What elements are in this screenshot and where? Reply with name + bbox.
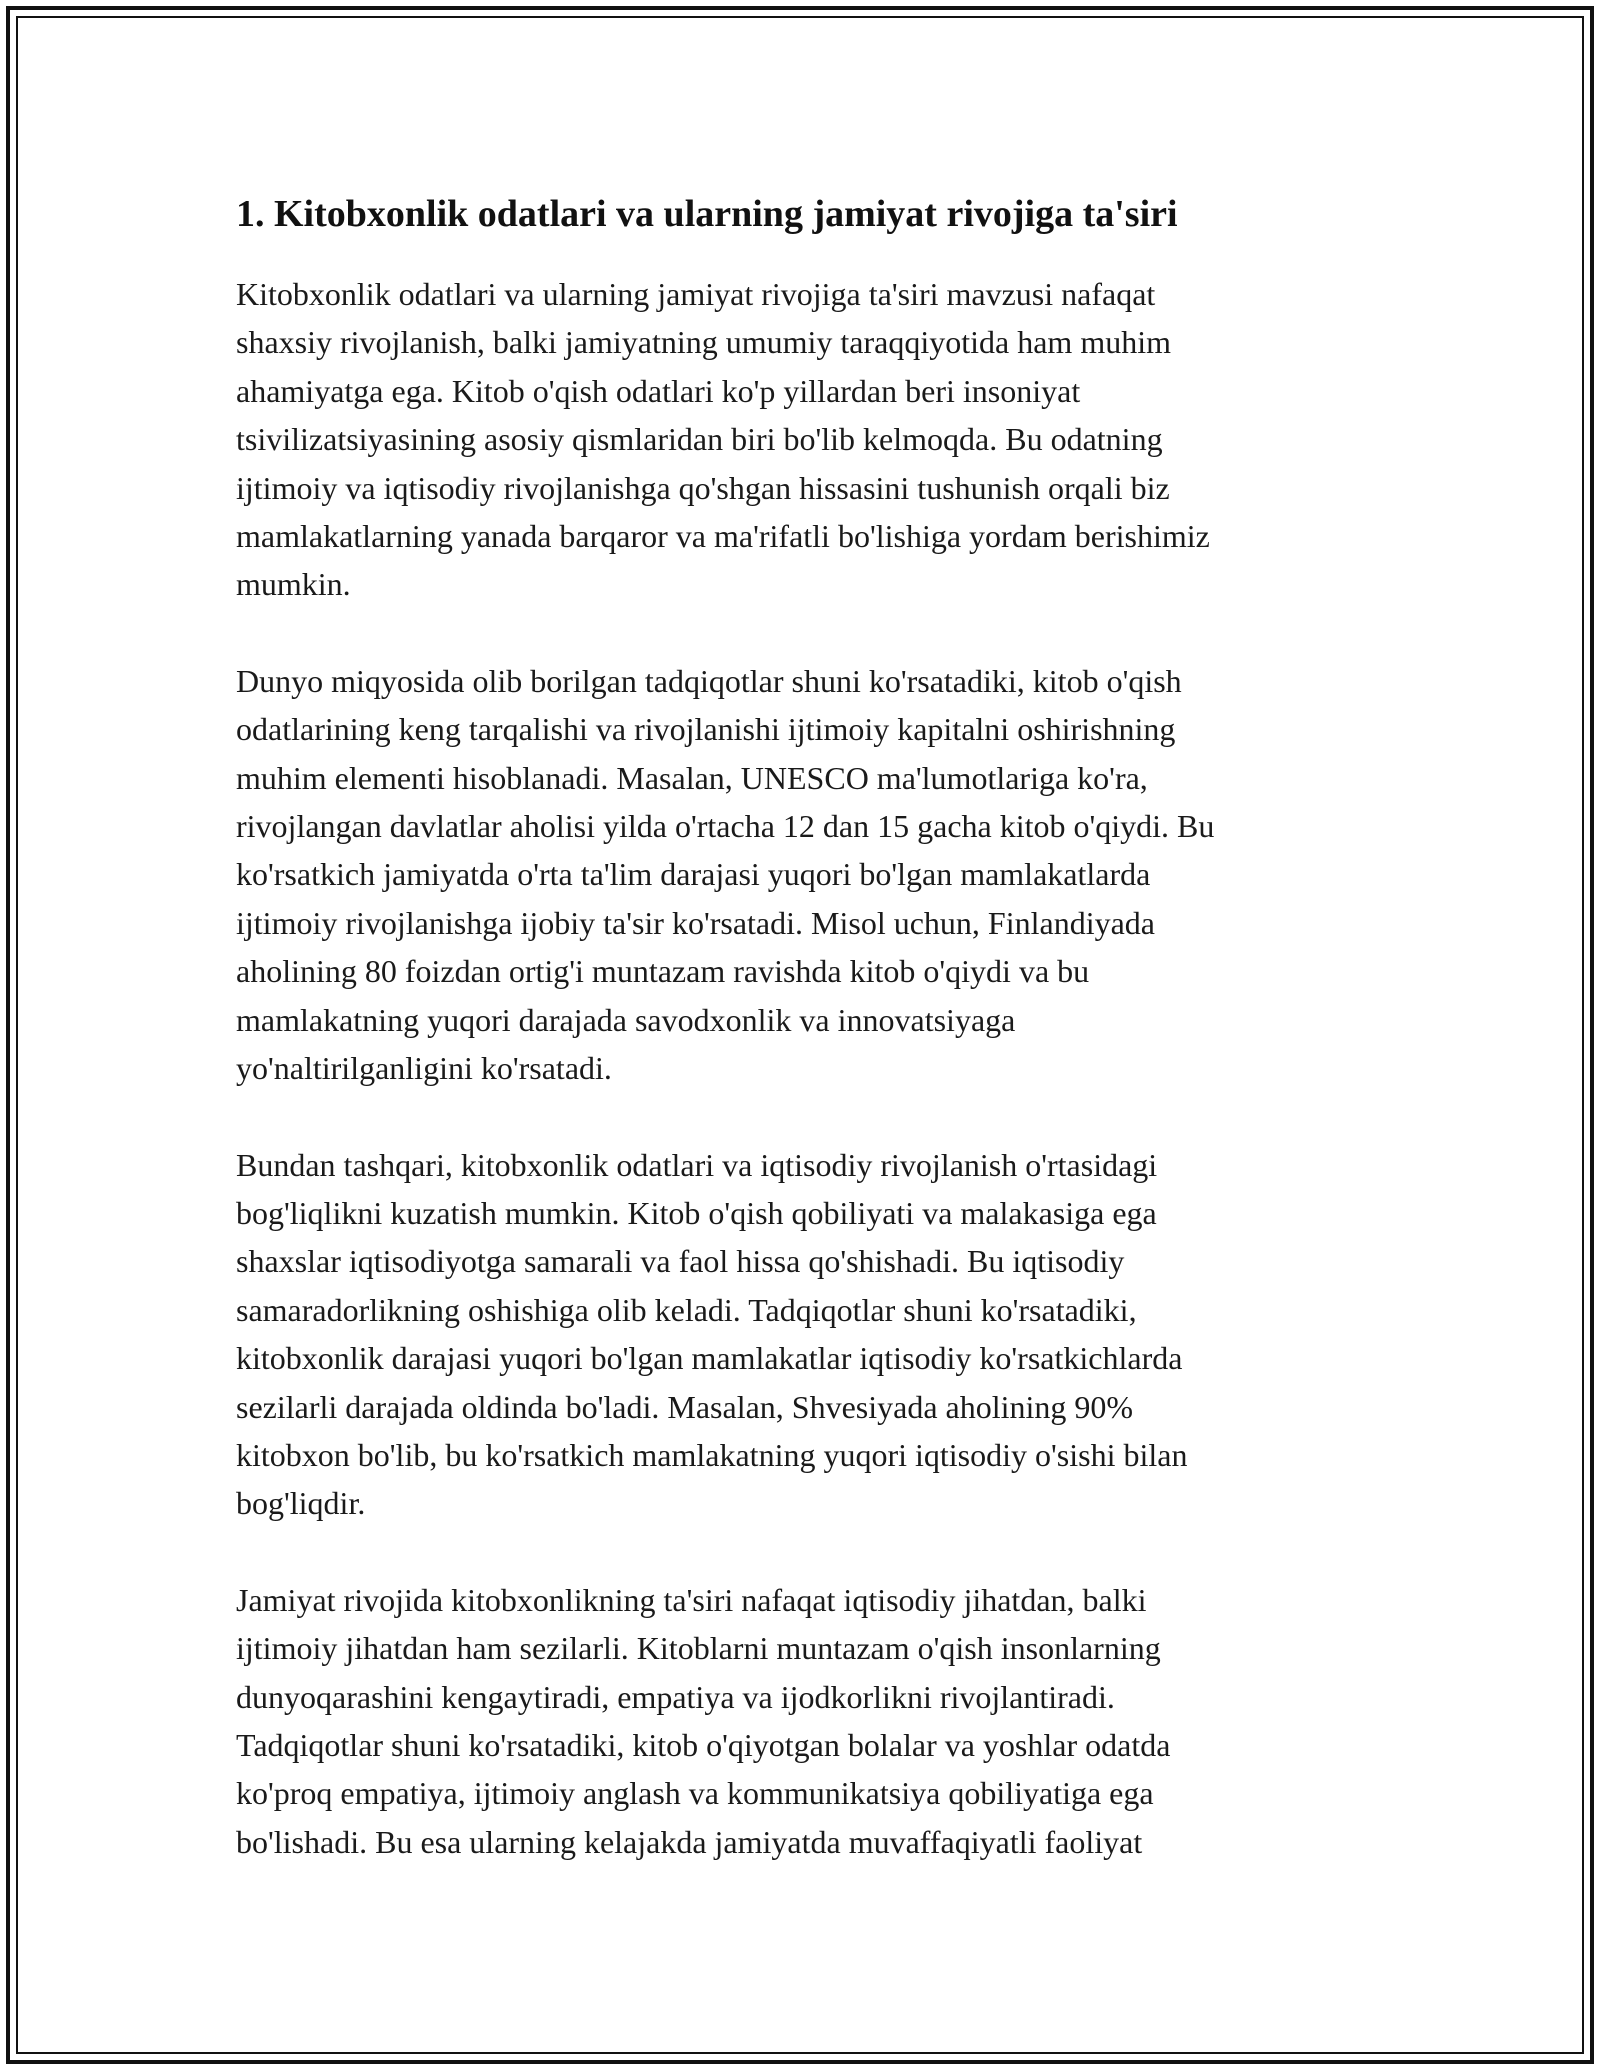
text-line: rivojlangan davlatlar aholisi yilda o'rtacha 12 dan 15 gacha kitob o'qiydi. Bu xyxy=(236,808,1215,845)
text-line: Tadqiqotlar shuni ko'rsatadiki, kitob o'qiyotgan bolalar va yoshlar odatda xyxy=(236,1726,1171,1763)
text-line: tsivilizatsiyasining asosiy qismlaridan biri bo'lib kelmoqda. Bu odatning xyxy=(236,421,1163,458)
document-body xyxy=(236,186,1366,1914)
text-line: Dunyo miqyosida olib borilgan tadqiqotlar shuni ko'rsatadiki, kitob o'qish xyxy=(236,662,1182,699)
text-line: samaradorlikning oshishiga olib keladi. Tadqiqotlar shuni ko'rsatadiki, xyxy=(236,1291,1137,1328)
text-line: odatlarining keng tarqalishi va rivojlanishi ijtimoiy kapitalni oshirishning xyxy=(236,711,1176,748)
text-line: aholining 80 foizdan ortig'i muntazam ravishda kitob o'qiydi va bu xyxy=(236,953,1090,990)
text-line: Kitobxonlik odatlari va ularning jamiyat rivojiga ta'siri mavzusi nafaqat xyxy=(236,276,1156,312)
text-line: kitobxon bo'lib, bu ko'rsatkich mamlakatning yuqori iqtisodiy o'sishi bilan xyxy=(236,1436,1188,1473)
text-line: shaxsiy rivojlanish, balki jamiyatning umumiy taraqqiyotida ham muhim xyxy=(236,324,1171,361)
text-line: ijtimoiy jihatdan ham sezilarli. Kitoblarni muntazam o'qish insonlarning xyxy=(236,1630,1161,1667)
text-line: shaxslar iqtisodiyotga samarali va faol hissa qo'shishadi. Bu iqtisodiy xyxy=(236,1243,1125,1280)
paragraph-1 xyxy=(236,270,1366,609)
paragraph-4 xyxy=(236,1576,1366,1866)
text-line: ko'rsatkich jamiyatda o'rta ta'lim darajasi yuqori bo'lgan mamlakatlarda xyxy=(236,856,1151,893)
text-line: mumkin. xyxy=(236,566,351,603)
text-line: mamlakatning yuqori darajada savodxonlik va innovatsiyaga xyxy=(236,1001,1016,1038)
text-line: bog'liqlikni kuzatish mumkin. Kitob o'qish qobiliyati va malakasiga ega xyxy=(236,1194,1157,1231)
text-line: muhim elementi hisoblanadi. Masalan, UNESCO ma'lumotlariga ko'ra, xyxy=(236,759,1148,796)
text-line: kitobxonlik darajasi yuqori bo'lgan mamlakatlar iqtisodiy ko'rsatkichlarda xyxy=(236,1340,1183,1377)
text-line: dunyoqarashini kengaytiradi, empatiya va ijodkorlikni rivojlantiradi. xyxy=(236,1678,1115,1715)
text-line: mamlakatlarning yanada barqaror va ma'rifatli bo'lishiga yordam berishimiz xyxy=(236,518,1210,555)
text-line: Jamiyat rivojida kitobxonlikning ta'siri nafaqat iqtisodiy jihatdan, balki xyxy=(236,1581,1147,1618)
text-line: yo'naltirilganligini ko'rsatadi. xyxy=(236,1050,612,1087)
text-line: ijtimoiy va iqtisodiy rivojlanishga qo'shgan hissasini tushunish orqali biz xyxy=(236,469,1170,506)
text-line: bog'liqdir. xyxy=(236,1485,366,1522)
text-line: ahamiyatga ega. Kitob o'qish odatlari ko'p yillardan beri insoniyat xyxy=(236,372,1081,409)
paragraph-2 xyxy=(236,657,1366,1093)
section-heading: 1. Kitobxonlik odatlari va ularning jamiyat rivojiga ta'siri xyxy=(236,193,1178,235)
text-line: bo'lishadi. Bu esa ularning kelajakda jamiyatda muvaffaqiyatli faoliyat xyxy=(236,1823,1143,1860)
text-line: ijtimoiy rivojlanishga ijobiy ta'sir ko'rsatadi. Misol uchun, Finlandiyada xyxy=(236,904,1155,941)
text-line: Bundan tashqari, kitobxonlik odatlari va iqtisodiy rivojlanish o'rtasidagi xyxy=(236,1146,1158,1183)
text-line: sezilarli darajada oldinda bo'ladi. Masalan, Shvesiyada aholining 90% xyxy=(236,1388,1134,1425)
paragraph-3 xyxy=(236,1141,1366,1528)
text-line: ko'proq empatiya, ijtimoiy anglash va kommunikatsiya qobiliyatiga ega xyxy=(236,1775,1154,1812)
